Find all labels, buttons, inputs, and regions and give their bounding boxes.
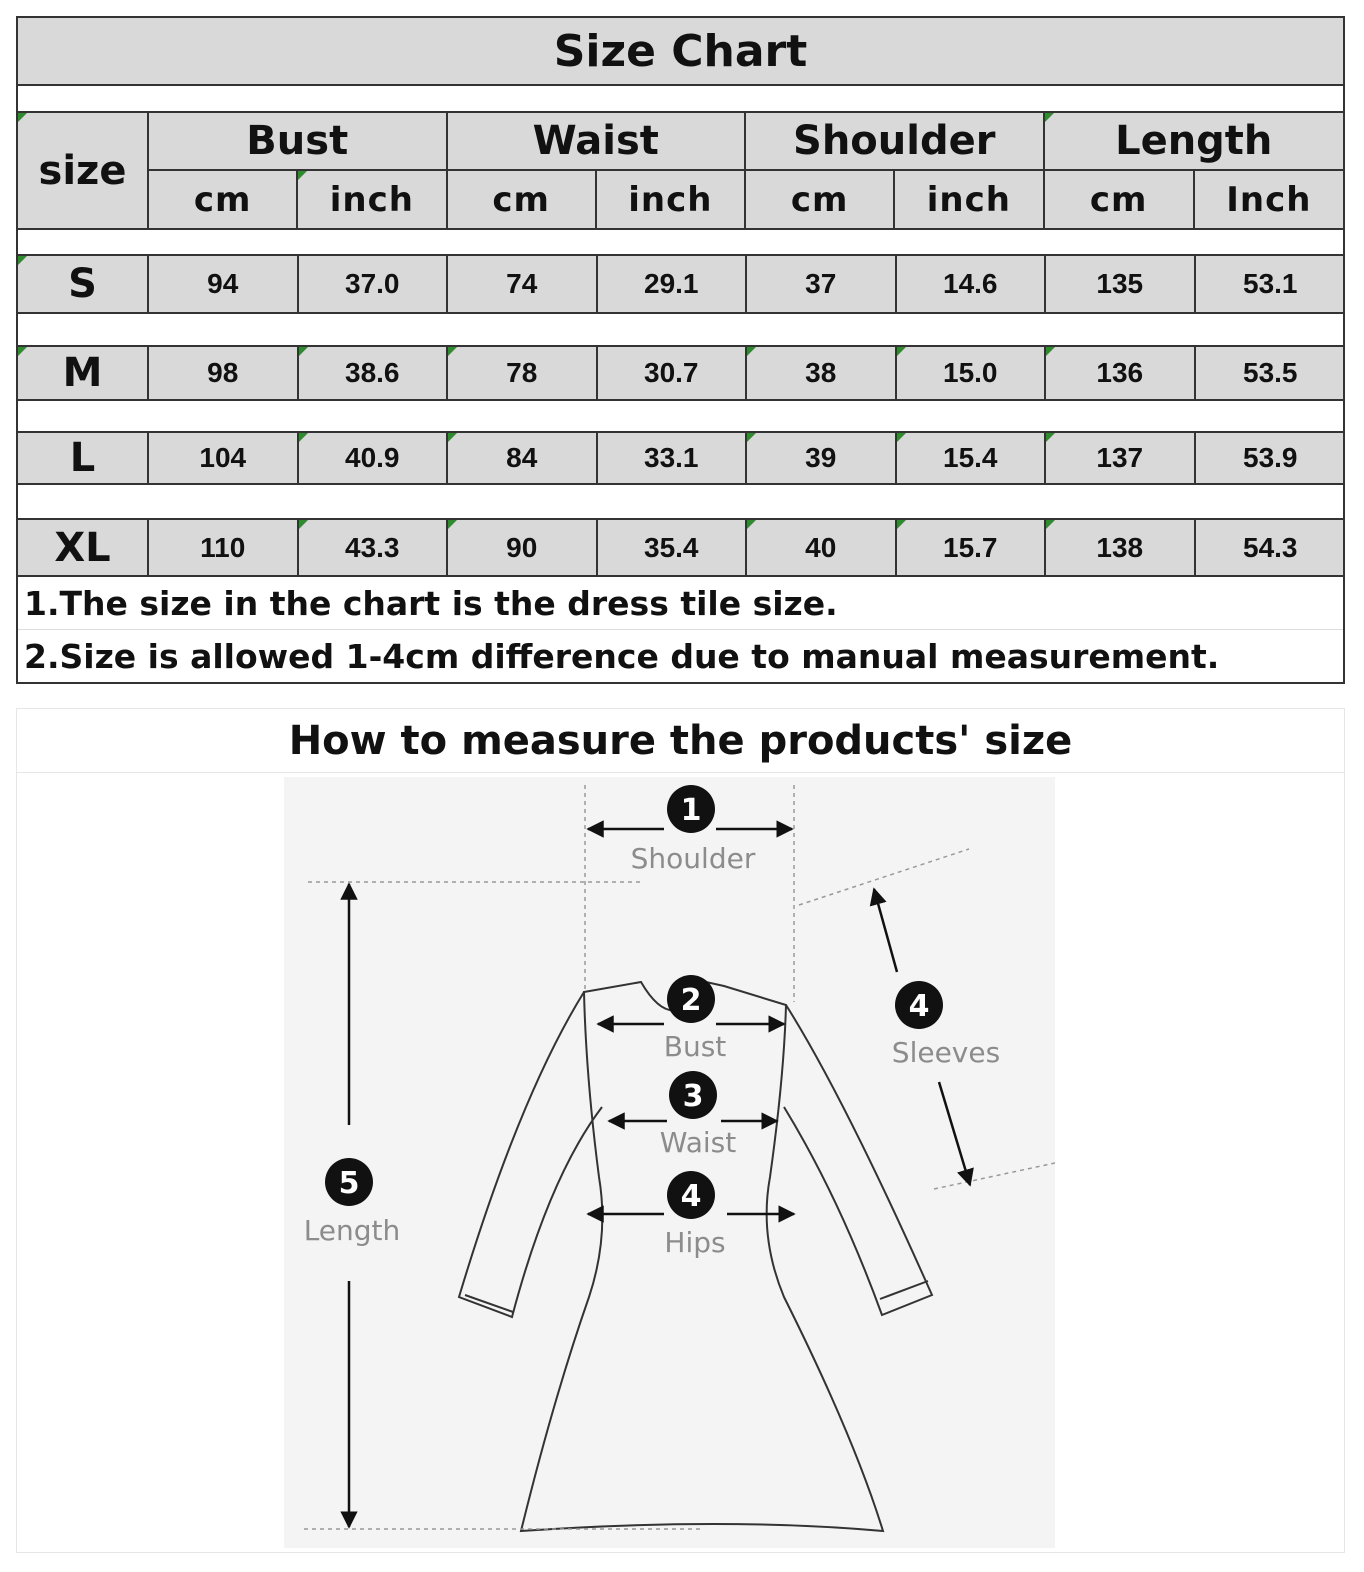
value-cell: 74	[448, 256, 598, 312]
group-shoulder	[746, 113, 1045, 228]
group-bust	[149, 113, 448, 228]
note-2: 2.Size is allowed 1-4cm difference due to manual measurement.	[18, 629, 1343, 682]
spacer	[16, 230, 1345, 254]
marker-number: 4	[680, 1179, 702, 1214]
value-cell: 33.1	[598, 433, 748, 483]
group-length	[1045, 113, 1344, 228]
marker-number: 1	[680, 793, 702, 828]
size-header: size	[18, 113, 149, 228]
marker-number: 3	[682, 1079, 704, 1114]
value-cell: 54.3	[1243, 531, 1298, 563]
dress-diagram	[284, 777, 1055, 1548]
value-cell: 135	[1046, 256, 1196, 312]
marker-label: Waist	[659, 1126, 737, 1159]
value-cell: 15.7	[897, 520, 1047, 575]
spacer	[16, 86, 1345, 111]
value-cell: 38	[747, 347, 897, 399]
value-cell: 137	[1046, 433, 1196, 483]
spacer	[16, 314, 1345, 345]
value-cell: 15.0	[897, 347, 1047, 399]
value-cell: 43.3	[299, 520, 449, 575]
group-name: Length	[1045, 113, 1344, 171]
marker-label: Shoulder	[630, 842, 756, 875]
value-cell: 78	[448, 347, 598, 399]
value-cell: 39	[747, 433, 897, 483]
value-cell: 30.7	[598, 347, 748, 399]
table-row	[16, 254, 1345, 314]
unit-cm: cm	[1045, 171, 1195, 228]
chart-title: Size Chart	[16, 16, 1345, 86]
marker-number: 2	[680, 983, 702, 1018]
value-cell: 98	[149, 347, 299, 399]
value-cell: 15.4	[897, 433, 1047, 483]
value-cell: 84	[448, 433, 598, 483]
table-row	[16, 345, 1345, 401]
unit-inch: inch	[298, 171, 445, 228]
marker-number: 5	[338, 1166, 360, 1201]
value-cell: 53.9	[1243, 442, 1298, 473]
value-cell: 136	[1046, 347, 1196, 399]
value-cell: 90	[448, 520, 598, 575]
group-waist	[448, 113, 747, 228]
value-cell: 35.4	[598, 520, 748, 575]
value-cell: 110	[149, 520, 299, 575]
value-cell: 53.1	[1243, 268, 1298, 299]
group-name: Shoulder	[746, 113, 1043, 171]
unit-inch: Inch	[1226, 179, 1312, 220]
unit-cm: cm	[448, 171, 597, 228]
measure-title: How to measure the products' size	[17, 709, 1344, 773]
diagram-background	[284, 777, 1055, 1548]
size-cell: L	[18, 433, 149, 483]
marker-label: Length	[303, 1214, 401, 1247]
spacer	[16, 401, 1345, 431]
marker-label: Sleeves	[891, 1036, 1001, 1069]
size-cell: S	[18, 256, 149, 312]
group-name: Waist	[448, 113, 745, 171]
unit-cm: cm	[746, 171, 895, 228]
size-cell: XL	[18, 520, 149, 575]
marker-label: Hips	[664, 1226, 726, 1259]
unit-inch: inch	[628, 179, 713, 220]
value-cell: 104	[149, 433, 299, 483]
value-cell: 138	[1046, 520, 1196, 575]
note-1: 1.The size in the chart is the dress tile size.	[24, 583, 838, 623]
header-row	[16, 111, 1345, 230]
unit-inch: inch	[926, 179, 1011, 220]
value-cell: 40.9	[299, 433, 449, 483]
spacer	[16, 485, 1345, 518]
value-cell: 94	[149, 256, 299, 312]
size-chart	[16, 16, 1345, 684]
value-cell: 40	[747, 520, 897, 575]
measure-section	[16, 708, 1345, 1553]
table-row	[16, 518, 1345, 577]
notes	[16, 577, 1345, 684]
value-cell: 38.6	[299, 347, 449, 399]
group-name: Bust	[149, 113, 446, 171]
value-cell: 37.0	[299, 256, 449, 312]
unit-cm: cm	[149, 171, 298, 228]
size-cell: M	[18, 347, 149, 399]
table-row	[16, 431, 1345, 485]
value-cell: 53.5	[1243, 357, 1298, 388]
marker-label: Bust	[663, 1030, 727, 1063]
marker-number: 4	[908, 989, 930, 1024]
value-cell: 14.6	[897, 256, 1047, 312]
value-cell: 37	[747, 256, 897, 312]
value-cell: 29.1	[598, 256, 748, 312]
